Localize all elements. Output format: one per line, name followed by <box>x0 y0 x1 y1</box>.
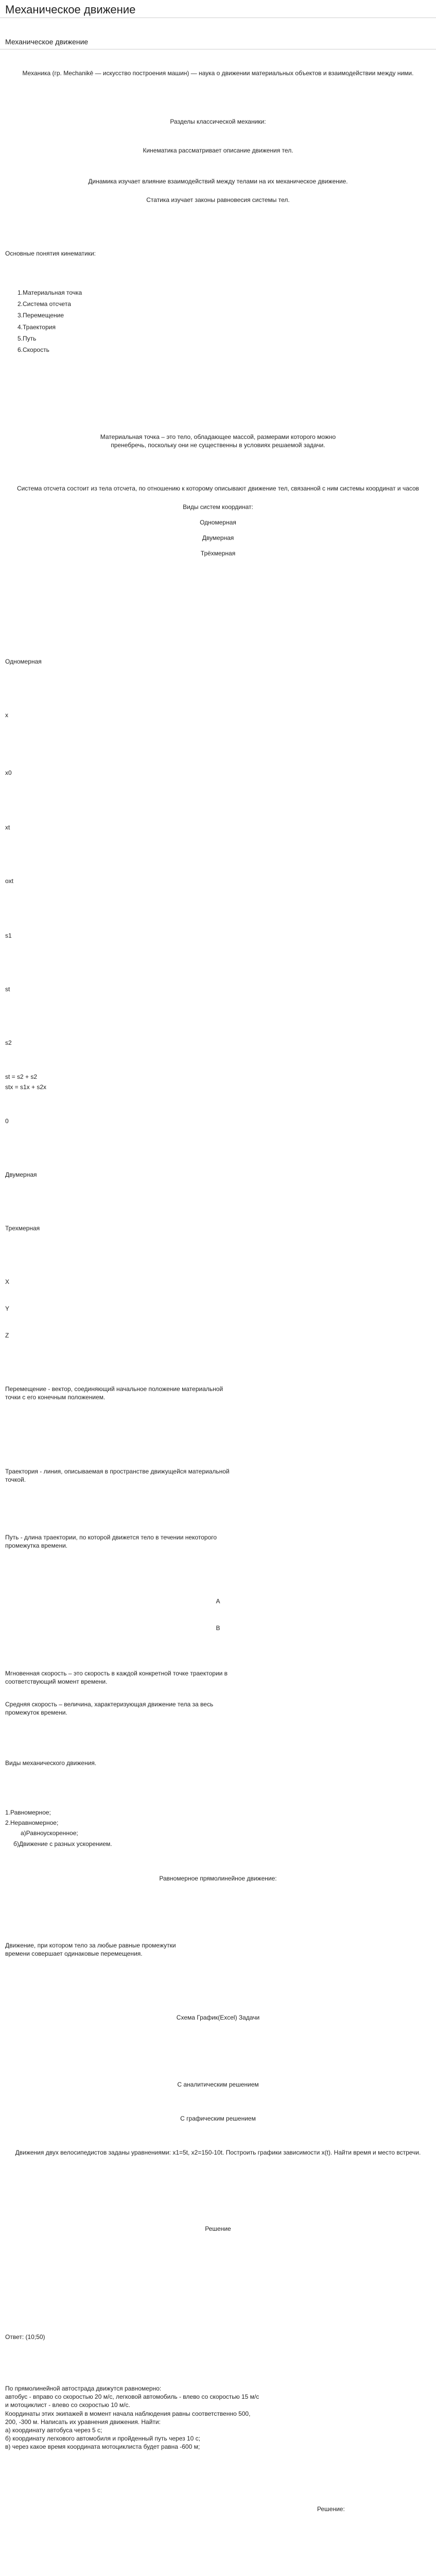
graphic-solutions-link[interactable]: С графическим решением <box>180 2115 256 2122</box>
symbol-zero: 0 <box>5 1117 9 1125</box>
formula-sx: stx = s1x + s2x <box>5 1083 47 1091</box>
basic-concepts-list <box>18 289 82 354</box>
intro-paragraph: Механика (гр. Mechanikē — искусство построения машин) — наука о движении материальных объектов и взаимодействии между ними. <box>22 70 414 77</box>
coord-type-two: Двумерная <box>202 534 234 541</box>
list-item: б)Движение с разных ускорением. <box>13 1840 112 1848</box>
task-line: а) координату автобуса через 5 с; <box>5 2426 102 2434</box>
material-point-definition: Материальная точка – это тело, обладающее массой, размерами которого можно пренебречь, поскольку они не существенны в условиях решаемой задачи. <box>100 433 336 449</box>
list-item: 1.Равномерное; <box>5 1809 51 1816</box>
list-item: 6.Скорость <box>18 346 49 353</box>
one-dim-label: Одномерная <box>5 658 42 665</box>
symbol-s1: s1 <box>5 932 12 939</box>
basic-concepts-title: Основные понятия кинематики: <box>5 250 96 257</box>
trajectory-definition: Траектория - линия, описываемая в пространстве движущейся материальной точкой. <box>5 1468 230 1484</box>
path-definition: Путь - длина траектории, по которой движется тело в течении некоторого промежутка времени. <box>5 1534 217 1550</box>
list-item: 1.Материальная точка <box>18 289 82 296</box>
statics-definition: Статика изучает законы равновесия системы тел. <box>146 196 290 204</box>
symbol-x0: x0 <box>5 769 12 776</box>
motion-types-title: Виды механического движения. <box>5 1759 97 1767</box>
instant-speed-definition: Мгновенная скорость – это скорость в каждой конкретной точке траектории в соответствующий момент времени. <box>5 1670 228 1686</box>
analytic-solutions-link[interactable]: С аналитическим решением <box>177 2081 259 2088</box>
symbol-X: X <box>5 1278 10 1285</box>
coord-types-title: Виды систем координат: <box>183 503 253 511</box>
list-item: 4.Траектория <box>18 323 56 331</box>
three-dim-label: Трехмерная <box>5 1225 40 1232</box>
task-line: Координаты этих экипажей в момент начала наблюдения равны соответственно 500, 200, -300 м. Написать их уравнения движения. Найти: <box>5 2410 251 2426</box>
uniform-motion-definition: Движение, при котором тело за любые равные промежутки времени совершает одинаковые перемещения. <box>5 1942 176 1958</box>
list-item: 5.Путь <box>18 334 37 342</box>
task-2 <box>5 2384 263 2451</box>
motion-types-list <box>5 1808 112 1848</box>
average-speed-definition: Средняя скорость – величина, характеризующая движение тела за весь промежуток времени. <box>5 1701 214 1717</box>
solution-label-2: Решение: <box>317 2505 345 2513</box>
list-item: 2.Система отсчета <box>18 300 71 308</box>
solution-label: Решение <box>205 2225 231 2232</box>
task-line: По прямолинейной автострада движутся равномерно: <box>5 2385 162 2392</box>
section-heading-mechanical-motion: Механическое движение <box>5 38 89 46</box>
point-b-label: B <box>216 1624 220 1632</box>
list-item: а)Равноускоренное; <box>21 1829 78 1837</box>
kinematics-definition: Кинематика рассматривает описание движения тел. <box>143 147 293 154</box>
symbol-oxt: oxt <box>5 877 14 885</box>
symbol-Z: Z <box>5 1332 9 1339</box>
symbol-st: st <box>5 986 10 993</box>
task-line: автобус - вправо со скоростью 20 м/с, легковой автомобиль - влево со скоростью 15 м/с и мотоциклист - влево со скоростью 10 м/с. <box>5 2393 259 2409</box>
page-title: Механическое движение <box>5 3 136 16</box>
task-1: Движения двух велосипедистов заданы уравнениями: x1=5t, x2=150-10t. Построить графики зависимости x(t). Найти время и место встречи. <box>15 2149 421 2156</box>
uniform-motion-title: Равномерное прямолинейное движение: <box>159 1875 277 1882</box>
list-item: 2.Неравномерное; <box>5 1819 59 1827</box>
coord-type-three: Трёхмерная <box>200 550 236 557</box>
dynamics-definition: Динамика изучает влияние взаимодействий между телами на их механическое движение. <box>88 178 348 185</box>
symbol-x: x <box>5 711 8 719</box>
task-line: в) через какое время координата мотоциклиста будет равна -600 м; <box>5 2443 200 2451</box>
symbol-xt: xt <box>5 824 10 831</box>
formula-st: st = s2 + s2 <box>5 1073 38 1080</box>
sections-title: Разделы классической механики: <box>170 118 266 125</box>
two-dim-label: Двумерная <box>5 1171 37 1178</box>
coord-type-one: Одномерная <box>200 519 236 526</box>
reference-frame-definition: Система отсчета состоит из тела отсчета, по отношению к которому описывают движение тел, связанной с ним системы координат и часов <box>16 485 420 492</box>
displacement-definition: Перемещение - вектор, соединяющий начальное положение материальной точки с его конечным положением. <box>5 1385 223 1401</box>
list-item: 3.Перемещение <box>18 312 64 319</box>
task-line: б) координату легкового автомобиля и пройденный путь через 10 с; <box>5 2435 200 2443</box>
point-a-label: A <box>216 1598 220 1605</box>
symbol-Y: Y <box>5 1305 10 1312</box>
answer-1: Ответ: (10;50) <box>5 2333 45 2341</box>
symbol-s2: s2 <box>5 1039 12 1046</box>
uniform-links[interactable]: Схема График(Excel) Задачи <box>176 2014 260 2021</box>
